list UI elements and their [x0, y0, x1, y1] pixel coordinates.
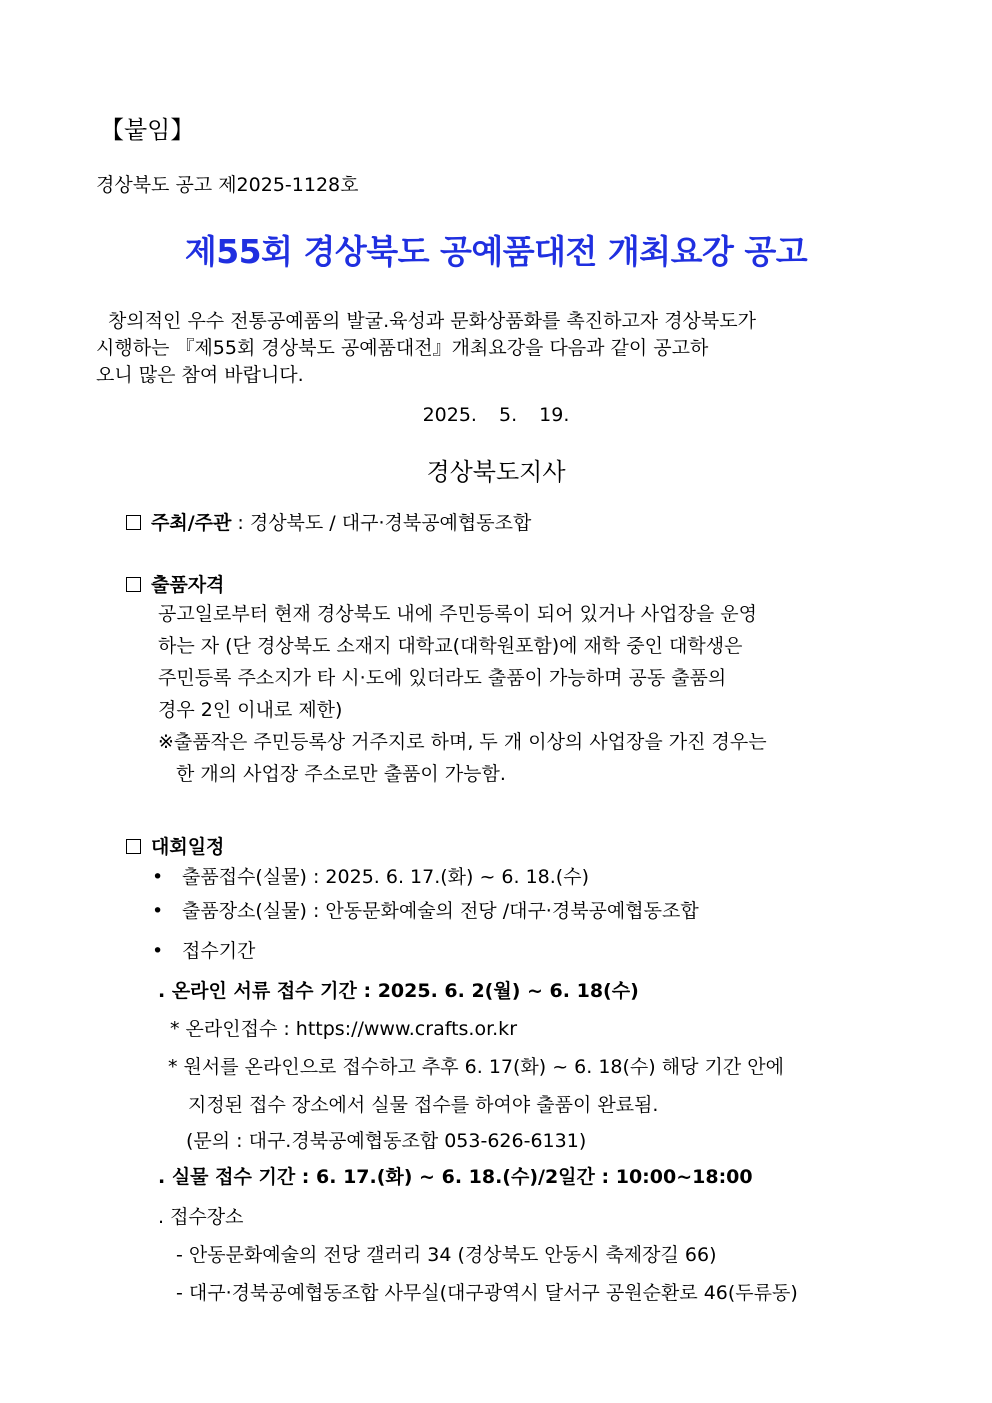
checkbox-square-icon: [126, 839, 141, 854]
notice-number: 경상북도 공고 제2025-1128호: [96, 174, 359, 196]
eligibility-body: [158, 598, 767, 790]
checkbox-square-icon: [126, 515, 141, 530]
online-period: . 온라인 서류 접수 기간 : 2025. 6. 2(월) ~ 6. 18(수): [158, 980, 639, 1002]
online-note: * 원서를 온라인으로 접수하고 추후 6. 17(화) ~ 6. 18(수) 해당 기간 안에: [168, 1056, 784, 1078]
eligibility-line: 주민등록 주소지가 타 시·도에 있더라도 출품이 가능하며 공동 출품의: [158, 667, 727, 689]
online-note: 지정된 접수 장소에서 실물 접수를 하여야 출품이 완료됨.: [188, 1094, 659, 1116]
section-schedule: [126, 832, 224, 859]
schedule-bullet-text: 출품접수(실물) : 2025. 6. 17.(화) ~ 6. 18.(수): [182, 866, 589, 888]
intro-line: 창의적인 우수 전통공예품의 발굴.육성과 문화상품화를 촉진하고자 경상북도가: [108, 310, 756, 332]
place-heading: . 접수장소: [158, 1206, 244, 1228]
bullet-icon: •: [152, 900, 164, 922]
section-heading: 출품자격: [151, 574, 225, 596]
eligibility-line: 하는 자 (단 경상북도 소재지 대학교(대학원포함)에 재학 중인 대학생은: [158, 635, 743, 657]
section-eligibility: [126, 570, 224, 597]
intro-line: 시행하는 『제55회 경상북도 공예품대전』개최요강을 다음과 같이 공고하: [96, 337, 709, 359]
bullet-icon: •: [152, 866, 164, 888]
section-text: : 경상북도 / 대구·경북공예협동조합: [231, 512, 532, 534]
place-item: - 안동문화예술의 전당 갤러리 34 (경상북도 안동시 축제장길 66): [176, 1244, 717, 1266]
intro-paragraph: [96, 308, 896, 389]
page-title: 제55회 경상북도 공예품대전 개최요강 공고: [184, 232, 808, 271]
schedule-bullet: [152, 862, 589, 889]
notice-date: 2025. 5. 19.: [422, 404, 570, 426]
place-item: - 대구·경북공예협동조합 사무실(대구광역시 달서구 공원순환로 46(두류동): [176, 1282, 798, 1304]
checkbox-square-icon: [126, 577, 141, 592]
schedule-bullet: [152, 896, 699, 923]
intro-line: 오니 많은 참여 바랍니다.: [96, 364, 304, 386]
schedule-bullet: [152, 936, 255, 963]
section-heading: 대회일정: [151, 836, 225, 858]
eligibility-note: ※출품작은 주민등록상 거주지로 하며, 두 개 이상의 사업장을 가진 경우는: [158, 731, 767, 753]
physical-period: . 실물 접수 기간 : 6. 17.(화) ~ 6. 18.(수)/2일간 : 10:00~18:00: [158, 1166, 753, 1188]
bullet-icon: •: [152, 940, 164, 962]
eligibility-line: 경우 2인 이내로 제한): [158, 699, 343, 721]
issuer: 경상북도지사: [426, 458, 566, 486]
schedule-bullet-text: 출품장소(실물) : 안동문화예술의 전당 /대구·경북공예협동조합: [182, 900, 699, 922]
attachment-label: 【붙임】: [100, 116, 195, 144]
inquiry-contact: (문의 : 대구.경북공예협동조합 053-626-6131): [186, 1130, 587, 1152]
section-host: [126, 508, 531, 535]
section-heading: 주최/주관: [151, 512, 232, 534]
schedule-bullet-text: 접수기간: [182, 940, 256, 962]
eligibility-note: 한 개의 사업장 주소로만 출품이 가능함.: [176, 763, 506, 785]
online-url: * 온라인접수 : https://www.crafts.or.kr: [170, 1018, 517, 1040]
eligibility-line: 공고일로부터 현재 경상북도 내에 주민등록이 되어 있거나 사업장을 운영: [158, 603, 757, 625]
